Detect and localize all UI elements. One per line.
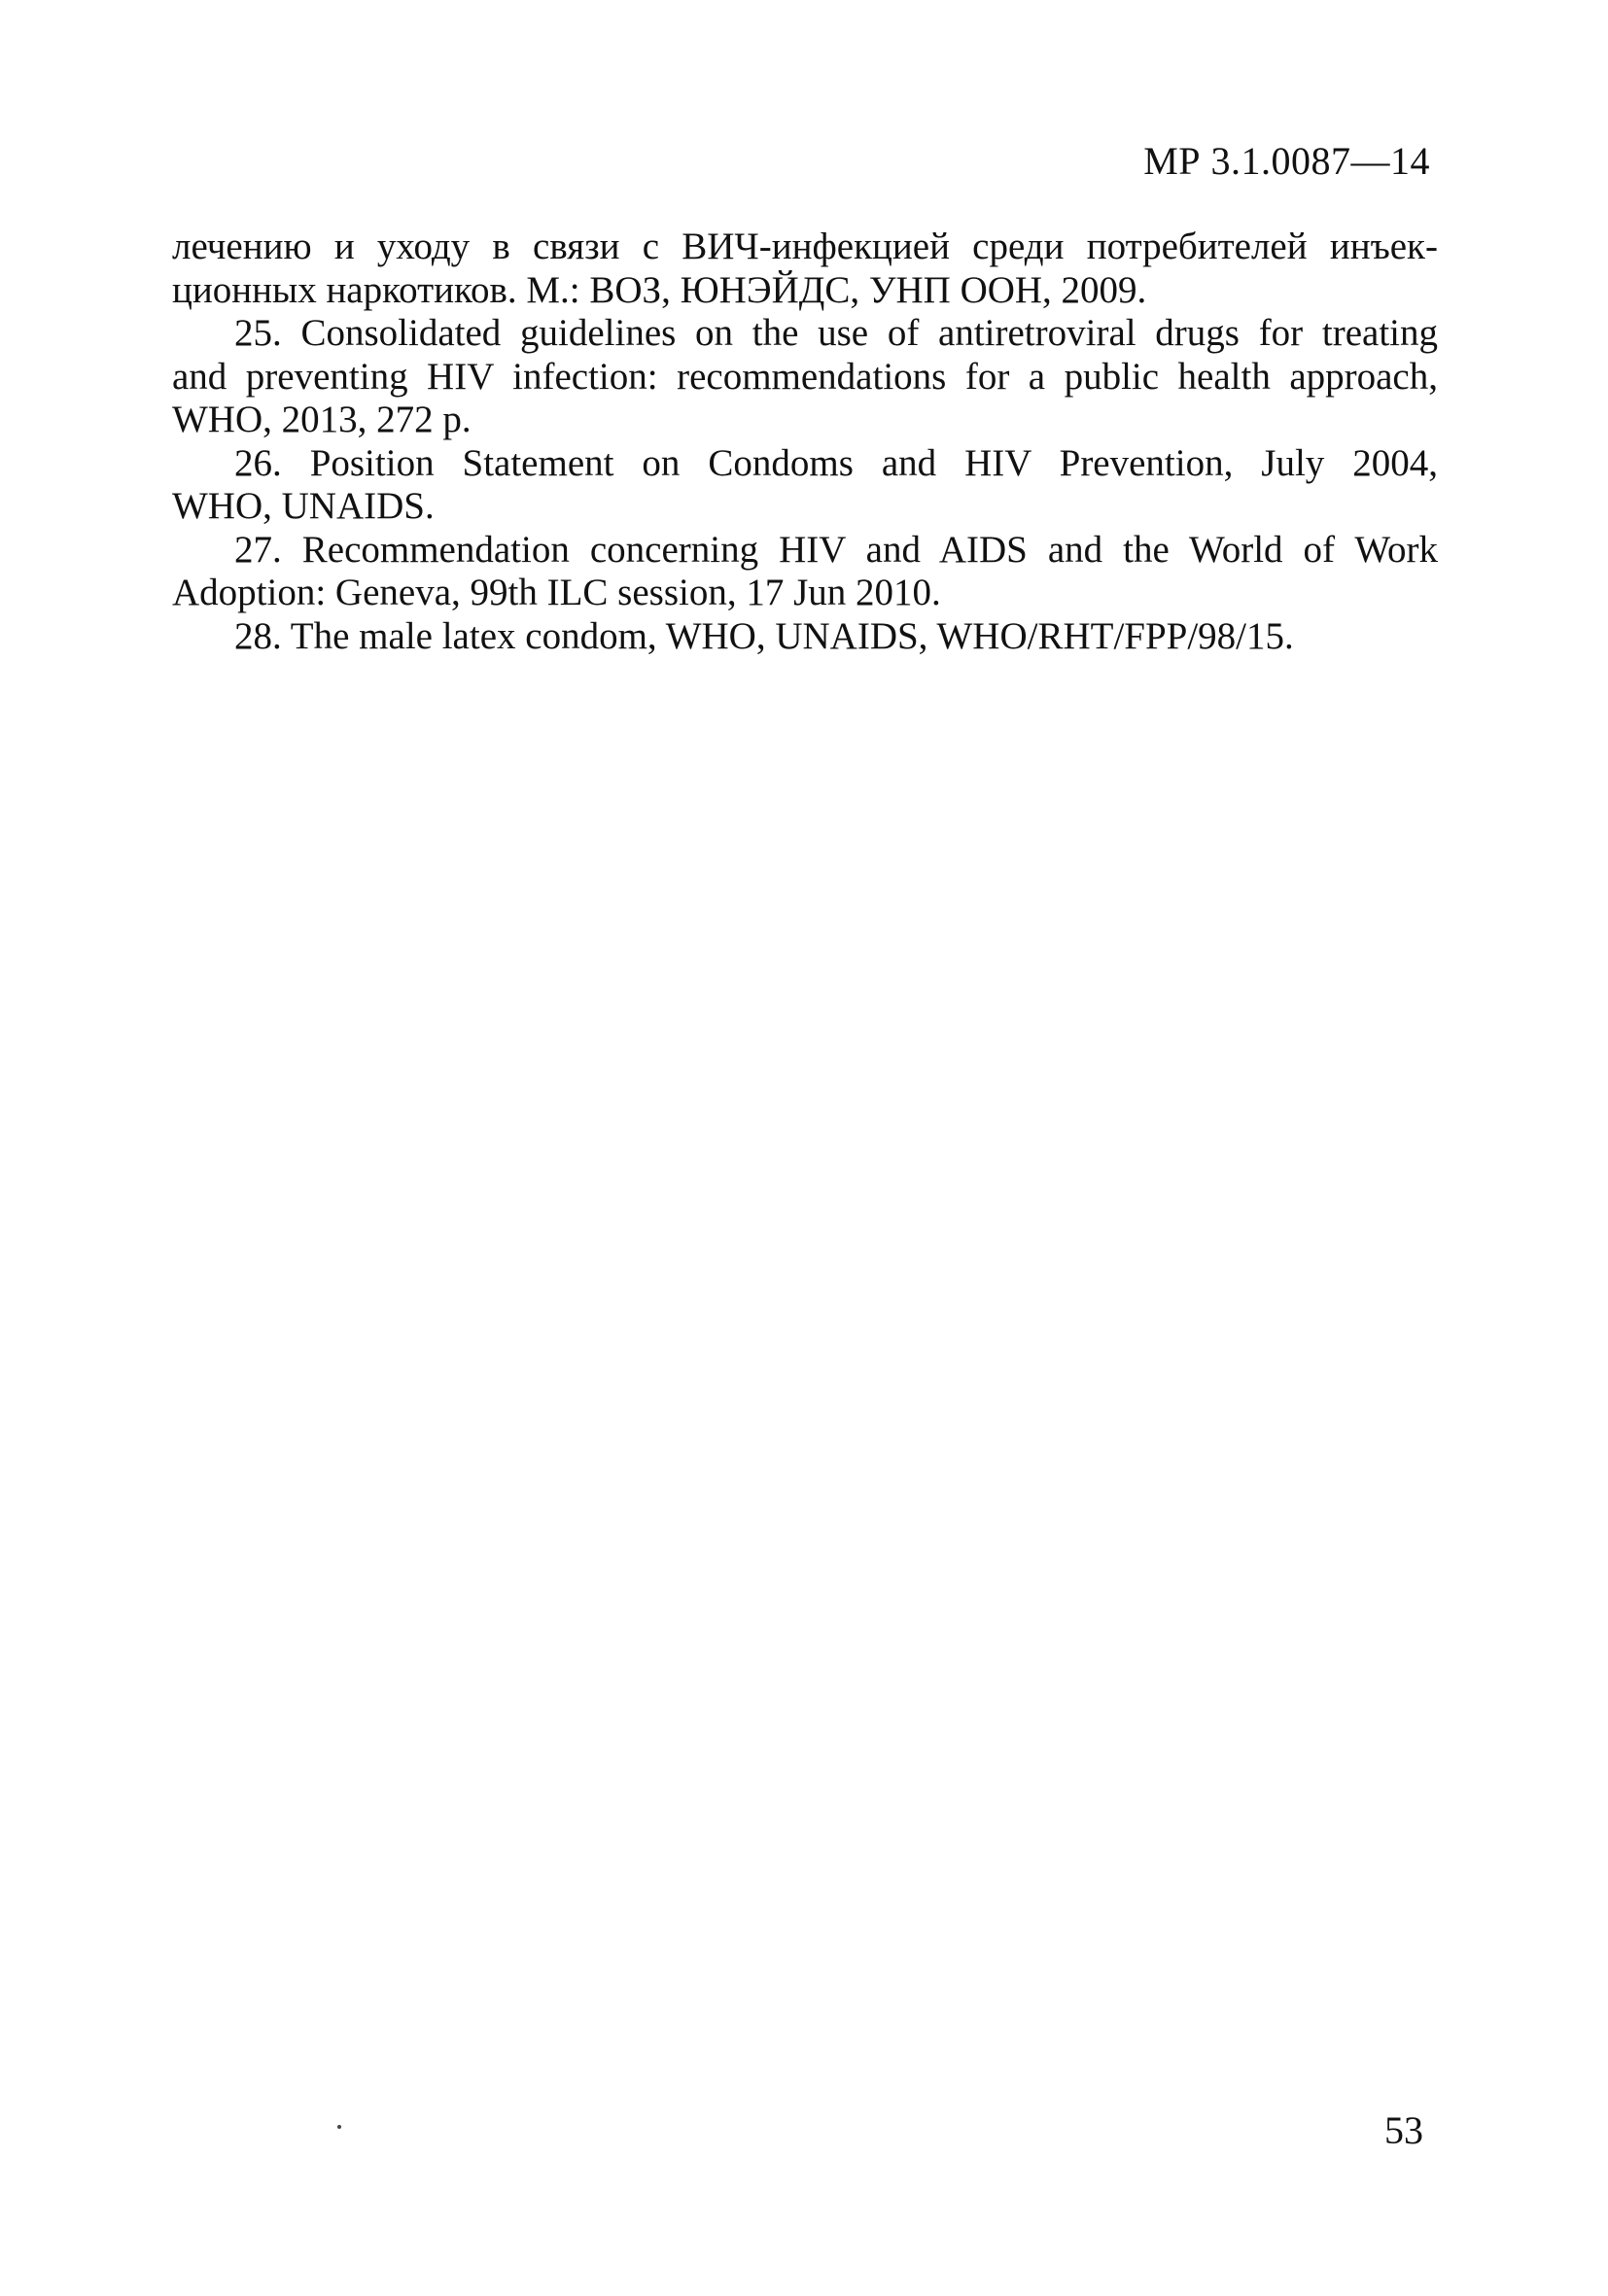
reference-item-27: [172, 529, 1438, 615]
reference-line: ционных наркотиков. М.: ВОЗ, ЮНЭЙДС, УНП ООН, 2009.: [172, 268, 1147, 311]
document-code: МР 3.1.0087—14: [1143, 139, 1430, 183]
scan-speck: [337, 2125, 341, 2129]
reference-line: WHO, UNAIDS.: [172, 485, 435, 527]
reference-line: лечению и уходу в связи с ВИЧ-инфекцией среди потребителей инъек-: [172, 226, 1438, 267]
reference-line: 25. Consolidated guidelines on the use of antiretroviral drugs for treating: [234, 312, 1438, 354]
reference-continuation: [172, 226, 1438, 312]
reference-list: [172, 226, 1438, 658]
page-number: 53: [1384, 2108, 1423, 2152]
reference-line: 26. Position Statement on Condoms and HIV Prevention, July 2004,: [234, 441, 1438, 484]
reference-line: WHO, 2013, 272 p.: [172, 399, 472, 440]
reference-line: 28. The male latex condom, WHO, UNAIDS, WHO/RHT/FPP/98/15.: [234, 614, 1294, 657]
reference-line: 27. Recommendation concerning HIV and AIDS and the World of Work: [234, 528, 1438, 571]
reference-item-25: [172, 312, 1438, 442]
reference-item-28: [172, 615, 1438, 659]
reference-line: and preventing HIV infection: recommendations for a public health approach,: [172, 355, 1438, 398]
reference-item-26: [172, 442, 1438, 529]
reference-line: Adoption: Geneva, 99th ILC session, 17 Jun 2010.: [172, 572, 941, 613]
